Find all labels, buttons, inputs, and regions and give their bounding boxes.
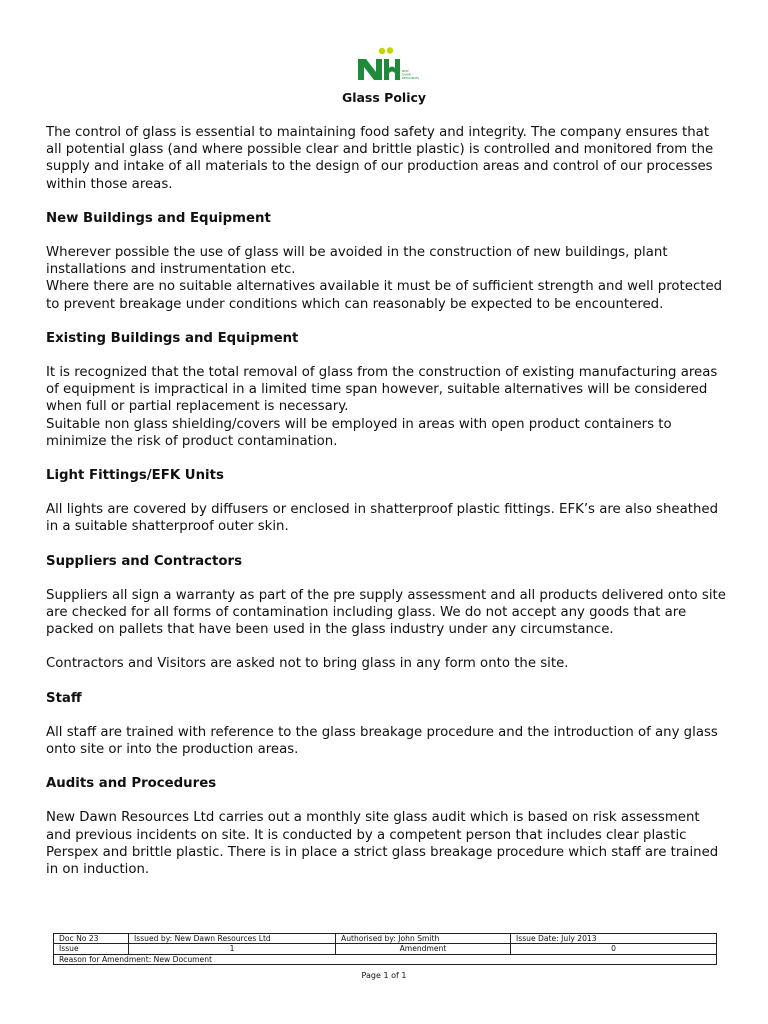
- page-number: Page 1 of 1: [361, 971, 407, 980]
- logo-dot-left: [379, 48, 385, 54]
- section-heading-suppliers: Suppliers and Contractors: [46, 553, 242, 569]
- logo-dot-right: [387, 47, 393, 53]
- table-row: [54, 944, 717, 954]
- section-paragraph: It is recognized that the total removal of glass from the construction of existing manufacturing areas of equipment is impractical in a limited time span however, suitable alternatives will be considered when full or partial replacement is necessary.: [46, 365, 718, 415]
- logo-letter-d: [384, 59, 400, 80]
- amendment-label-cell: Amendment: [336, 944, 511, 954]
- issue-value-cell: 1: [129, 944, 336, 954]
- section-paragraph: Suppliers all sign a warranty as part of the pre supply assessment and all products delivered onto site are checked for all forms of contamination including glass. We do not accept any goods that are packed on pallets that have been used in the glass industry under any circumstance.: [46, 587, 726, 638]
- reason-for-amendment-cell: Reason for Amendment: New Document: [54, 954, 717, 964]
- section-paragraph: All lights are covered by diffusers or enclosed in shatterproof plastic fittings. EFK’s are also sheathed in a suitable shatterproof outer skin.: [46, 502, 719, 535]
- doc-number-cell: Doc No 23: [54, 934, 129, 944]
- issue-date-cell: Issue Date: July 2013: [511, 934, 717, 944]
- logo-text-line-3: RESOURCES: [402, 76, 420, 80]
- section-paragraph: All staff are trained with reference to the glass breakage procedure and the introduction of any glass onto site or into the production areas.: [46, 724, 718, 758]
- company-logo: [352, 46, 420, 86]
- document-control-table: [53, 933, 717, 965]
- logo-letter-n: [358, 59, 382, 80]
- section-heading-light-fittings: Light Fittings/EFK Units: [46, 468, 224, 484]
- logo-text-line-2: DAWN: [402, 72, 411, 77]
- section-heading-existing-buildings: Existing Buildings and Equipment: [46, 330, 299, 346]
- table-row: [54, 934, 717, 944]
- section-heading-new-buildings: New Buildings and Equipment: [46, 210, 271, 226]
- section-paragraph: Where there are no suitable alternatives available it must be of sufficient strength and well protected to prevent breakage under conditions which can reasonably be expected to be encountered.: [46, 279, 723, 312]
- page-title: Glass Policy: [341, 90, 427, 105]
- intro-paragraph: The control of glass is essential to maintaining food safety and integrity. The company ensures that all potential glass (and where possible clear and brittle plastic) is controlled and monitored from the supply and intake of all materials to the design of our production areas and control of our processes within those areas.: [46, 125, 714, 192]
- document-body: [46, 124, 726, 878]
- amendment-value-cell: 0: [511, 944, 717, 954]
- section-paragraph: Contractors and Visitors are asked not to bring glass in any form onto the site.: [46, 656, 569, 672]
- authorised-by-cell: Authorised by: John Smith: [336, 934, 511, 944]
- issued-by-cell: Issued by: New Dawn Resources Ltd: [129, 934, 336, 944]
- section-heading-staff: Staff: [46, 690, 82, 706]
- section-heading-audits: Audits and Procedures: [46, 776, 217, 792]
- issue-label-cell: Issue: [54, 944, 129, 954]
- section-paragraph: Suitable non glass shielding/covers will be employed in areas with open product containers to minimize the risk of product contamination.: [46, 416, 672, 449]
- table-row: [54, 954, 717, 964]
- section-paragraph: New Dawn Resources Ltd carries out a monthly site glass audit which is based on risk assessment and previous incidents on site. It is conducted by a competent person that includes clear plastic Perspex and brittle plastic. There is in place a strict glass breakage procedure which staff are trained in on induction.: [46, 810, 719, 878]
- section-paragraph: Wherever possible the use of glass will be avoided in the construction of new buildings, plant installations and instrumentation etc.: [46, 245, 668, 278]
- logo-text-line-1: NEW: [402, 69, 409, 73]
